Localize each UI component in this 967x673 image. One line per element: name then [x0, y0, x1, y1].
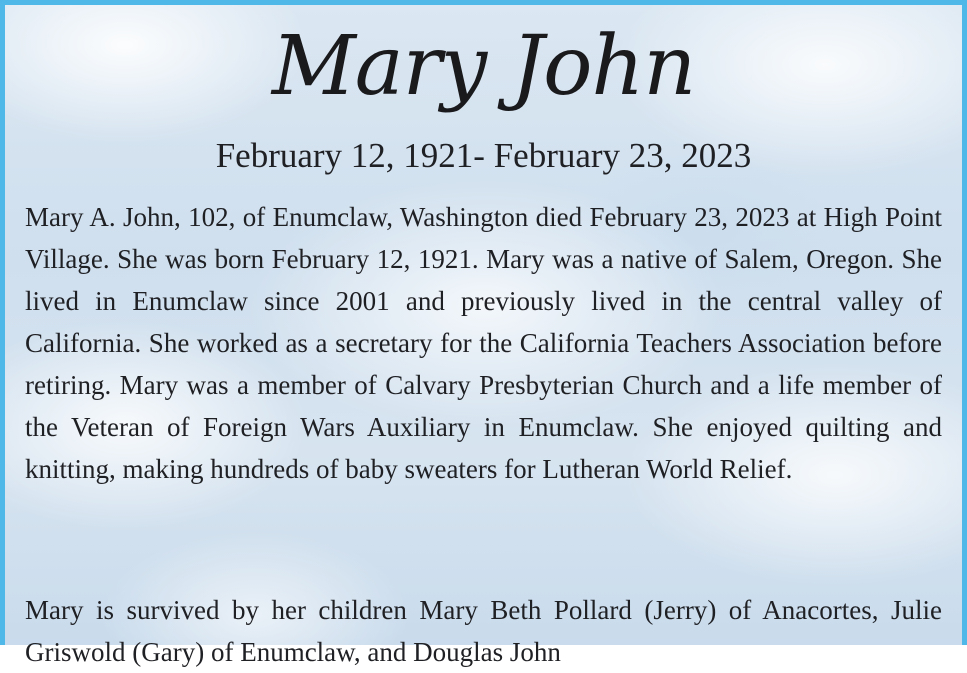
obituary-paragraph-2: Mary is survived by her children Mary Beth Pollard (Jerry) of Anacortes, Julie Griswold (Gary) of Enumclaw, and Douglas John	[25, 595, 942, 667]
life-dates: February 12, 1921- February 23, 2023	[215, 136, 752, 175]
obituary-paragraph-1: Mary A. John, 102, of Enumclaw, Washington died February 23, 2023 at High Point Village. She was born February 12, 1921. Mary was a native of Salem, Oregon. She lived in Enumclaw since 2001 and previously lived in the central valley of California. She worked as a secretary for the California Teachers Association before retiring. Mary was a member of Calvary Presbyterian Church and a life member of the Veteran of Foreign Wars Auxiliary in Enumclaw. She enjoyed quilting and knitting, making hundreds of baby sweaters for Lutheran World Relief.	[25, 202, 942, 484]
deceased-name: Mary John	[271, 19, 696, 114]
